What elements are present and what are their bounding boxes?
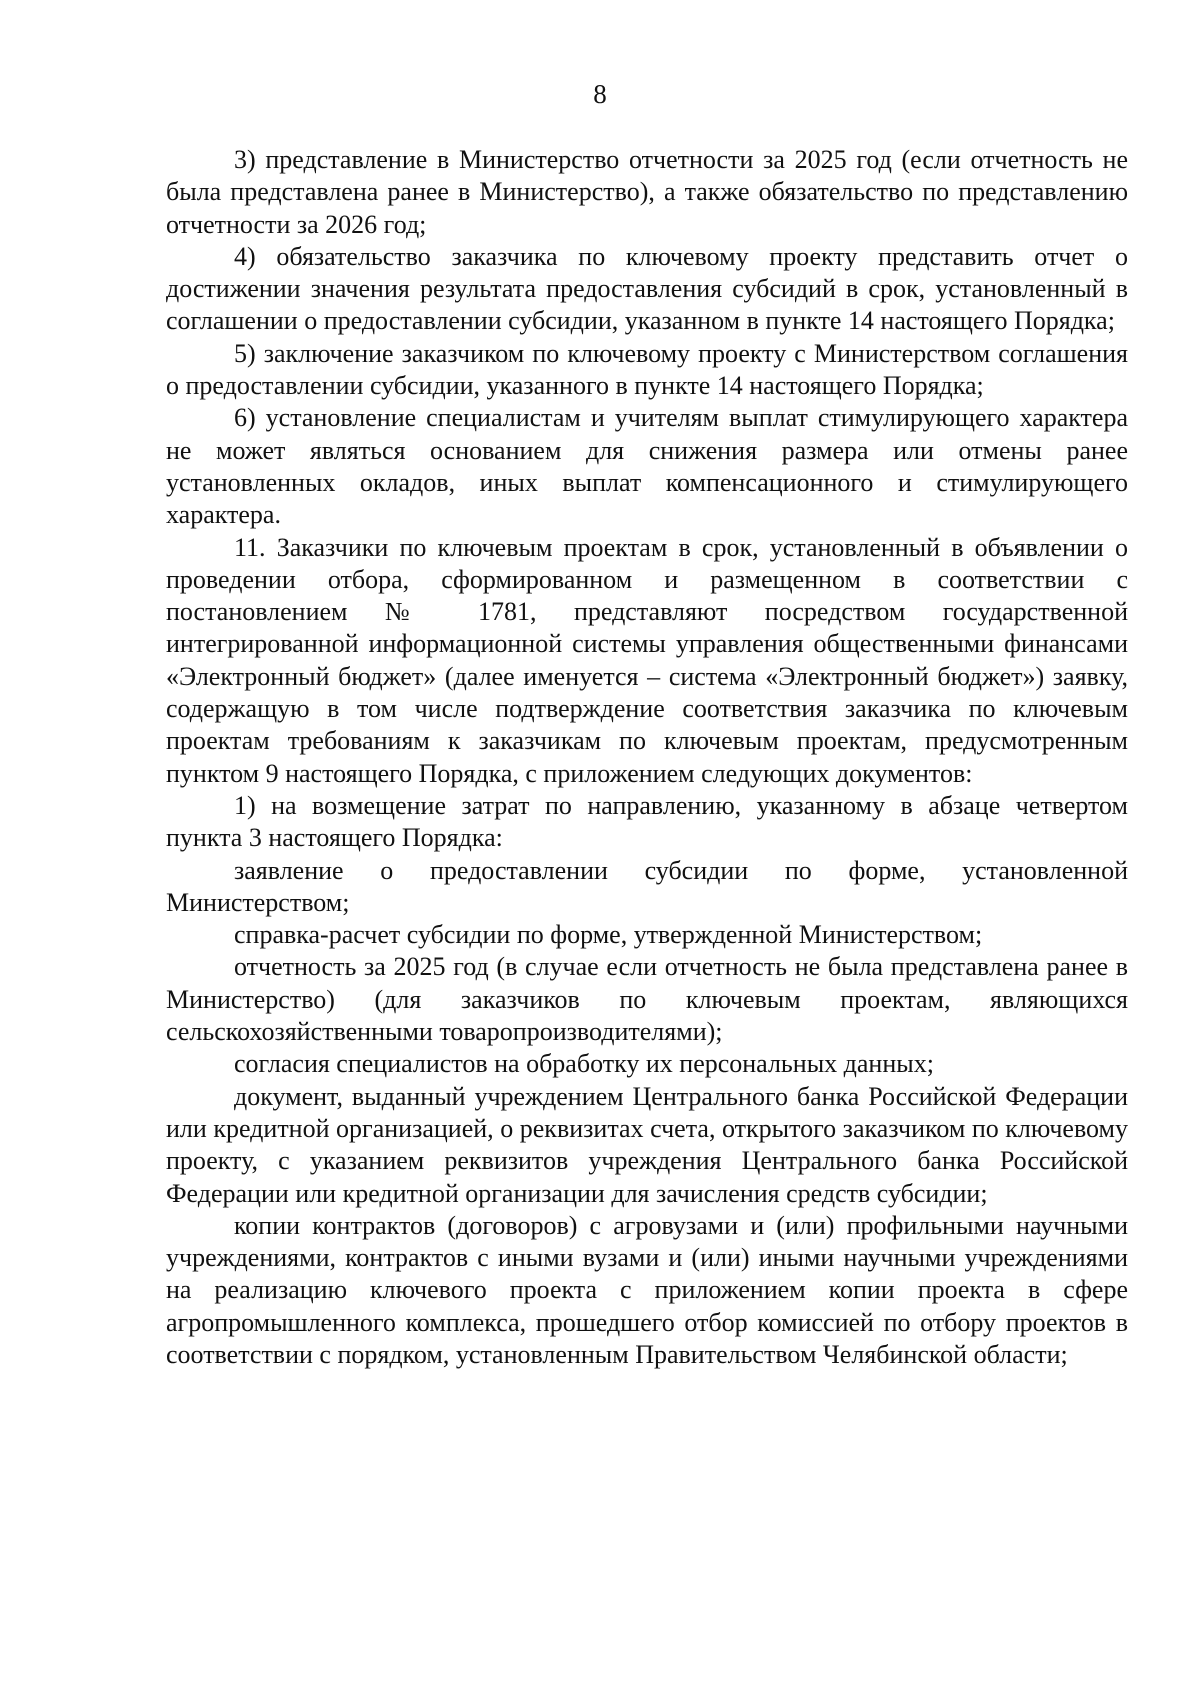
paragraph-application: заявление о предоставлении субсидии по форме, установленной Министерством;: [166, 855, 1128, 917]
paragraph-item-3: 3) представление в Министерство отчетности за 2025 год (если отчетность не была представлена ранее в Министерство), а также обязательство по представлению отчетности за 2026 год;: [166, 145, 1128, 239]
paragraph-contracts: копии контрактов (договоров) с агровузами и (или) профильными научными учреждениями, контрактов с иными вузами и (или) иными научными учреждениями на реализацию ключевого проекта с приложением копии проекта в сфере агропромышленного комплекса, прошедшего отбор комиссией по отбору проектов в соответствии с порядком, установленным Правительством Челябинской области;: [166, 1210, 1128, 1369]
paragraph-item-6: 6) установление специалистам и учителям выплат стимулирующего характера не может являться основанием для снижения размера или отмены ранее установленных окладов, иных выплат компенсационного и стимулирующего характера.: [166, 403, 1128, 530]
paragraph-bank-document: документ, выданный учреждением Центрального банка Российской Федерации или кредитной организацией, о реквизитах счета, открытого заказчиком по ключевому проекту, с указанием реквизитов учреждения Центрального банка Российской Федерации или кредитной организации для зачисления средств субсидии;: [166, 1081, 1128, 1208]
paragraph-calculation: справка-расчет субсидии по форме, утвержденной Министерством;: [234, 920, 983, 950]
paragraph-consents: согласия специалистов на обработку их персональных данных;: [234, 1049, 934, 1079]
document-body: [166, 144, 1128, 1371]
page-number: 8: [593, 79, 607, 109]
paragraph-reporting: отчетность за 2025 год (в случае если отчетность не была представлена ранее в Министерство) (для заказчиков по ключевым проектам, являющихся сельскохозяйственными товаропроизводителями);: [166, 952, 1128, 1047]
paragraph-clause-11: 11. Заказчики по ключевым проектам в срок, установленный в объявлении о проведении отбора, сформированном и размещенном в соответствии с постановлением № 1781, представляют посредством государственной интегрированной информационной системы управления общественными финансами «Электронный бюджет» (далее именуется – система «Электронный бюджет») заявку, содержащую в том числе подтверждение соответствия заказчика по ключевым проектам требованиям к заказчикам по ключевым проектам, предусмотренным пунктом 9 настоящего Порядка, с приложением следующих документов:: [166, 532, 1128, 788]
paragraph-subitem-1: 1) на возмещение затрат по направлению, указанному в абзаце четвертом пункта 3 настоящего Порядка:: [166, 790, 1128, 853]
paragraph-item-5: 5) заключение заказчиком по ключевому проекту с Министерством соглашения о предоставлении субсидии, указанного в пункте 14 настоящего Порядка;: [166, 338, 1128, 401]
paragraph-item-4: 4) обязательство заказчика по ключевому проекту представить отчет о достижении значения результата предоставления субсидий в срок, установленный в соглашении о предоставлении субсидии, указанном в пункте 14 настоящего Порядка;: [166, 241, 1128, 336]
